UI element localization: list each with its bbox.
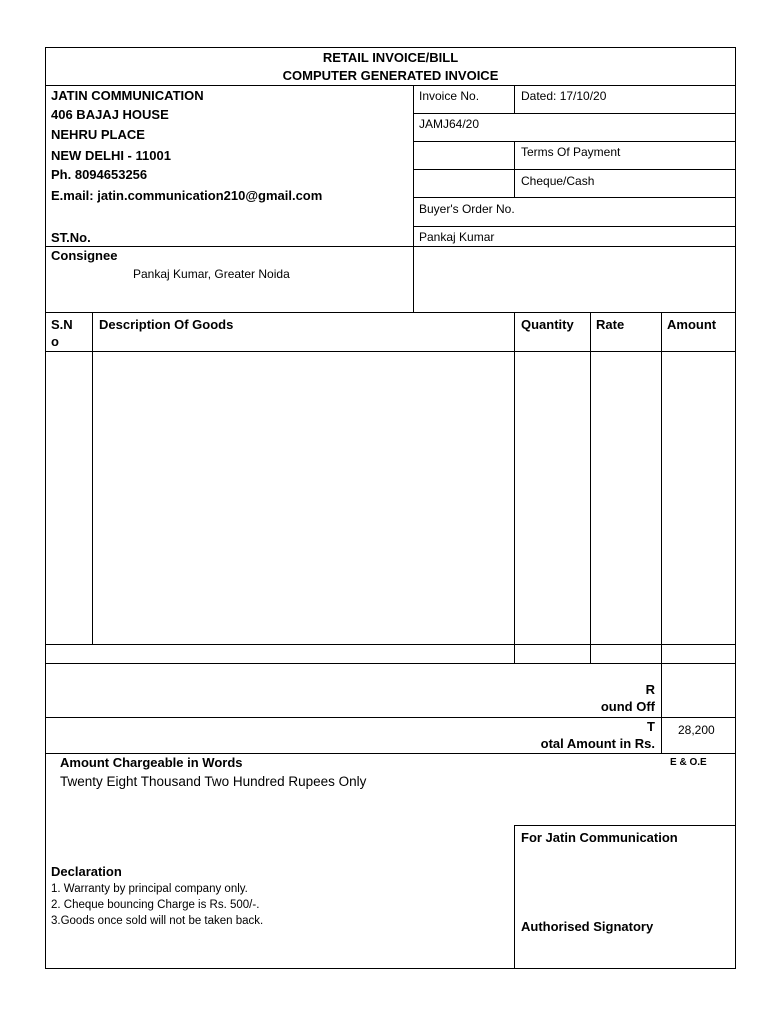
words-label: Amount Chargeable in Words [60,755,243,770]
authorised-signatory: Authorised Signatory [521,919,654,934]
rule-signature-top [514,825,736,826]
total-label-1: T [647,719,655,734]
seller-city: NEW DELHI - 11001 [51,148,171,163]
terms-label: Terms Of Payment [521,145,621,159]
eoe-mark: E & O.E [670,757,707,768]
seller-phone: Ph. 8094653256 [51,167,148,182]
header-rate: Rate [596,317,625,332]
round-off-label-2: ound Off [600,699,655,714]
terms-value: Cheque/Cash [521,174,595,188]
rule-meta-2 [413,141,736,142]
invoice-title: RETAIL INVOICE/BILL [322,50,459,65]
declaration-label: Declaration [51,864,122,879]
seller-address-1: 406 BAJAJ HOUSE [51,107,169,122]
consignee-label: Consignee [51,248,118,263]
rule-consignee-bottom [45,312,736,313]
buyer-order-label: Buyer's Order No. [419,202,515,216]
header-sno-2: o [51,334,59,349]
header-quantity: Quantity [521,317,574,332]
rule-meta-1 [413,113,736,114]
rule-meta-4 [413,197,736,198]
rule-total-bottom [45,753,736,754]
seller-st-no: ST.No. [51,230,91,245]
declaration-line-3: 3.Goods once sold will not be taken back. [51,915,264,927]
rule-meta-3 [413,169,736,170]
invoice-no-label: Invoice No. [419,89,480,103]
rule-title-bottom [45,85,736,86]
seller-name: JATIN COMMUNICATION [51,88,204,103]
total-value: 28,200 [678,723,715,737]
total-label-2: otal Amount in Rs. [540,736,655,751]
col-sno [92,312,93,644]
col-amount [661,312,662,753]
invoice-date: Dated: 17/10/20 [521,89,607,103]
col-rate [590,312,591,663]
rule-table-foot-bottom [45,663,736,664]
consignee-value: Pankaj Kumar, Greater Noida [133,267,290,281]
declaration-line-2: 2. Cheque bouncing Charge is Rs. 500/-. [51,899,260,911]
header-description: Description Of Goods [99,317,234,332]
rule-roundoff-bottom [45,717,736,718]
round-off-label-1: R [645,682,655,697]
rule-table-header-bottom [45,351,736,352]
col-meta-mid-2 [514,141,515,197]
words-value: Twenty Eight Thousand Two Hundred Rupees Only [60,774,367,789]
col-quantity [514,312,515,663]
seller-email: E.mail: jatin.communication210@gmail.com [51,188,323,203]
rule-table-body-bottom [45,644,736,645]
buyer-name: Pankaj Kumar [419,230,495,244]
for-company: For Jatin Communication [521,830,678,845]
rule-seller-bottom [45,246,736,247]
invoice-no-value: JAMJ64/20 [419,117,480,131]
invoice-subtitle: COMPUTER GENERATED INVOICE [282,68,499,83]
header-sno-1: S.N [51,317,73,332]
col-meta-left [413,85,414,312]
col-meta-mid [514,85,515,113]
seller-address-2: NEHRU PLACE [51,127,145,142]
rule-meta-5 [413,226,736,227]
col-signature [514,825,515,969]
header-amount: Amount [667,317,717,332]
declaration-line-1: 1. Warranty by principal company only. [51,883,248,895]
